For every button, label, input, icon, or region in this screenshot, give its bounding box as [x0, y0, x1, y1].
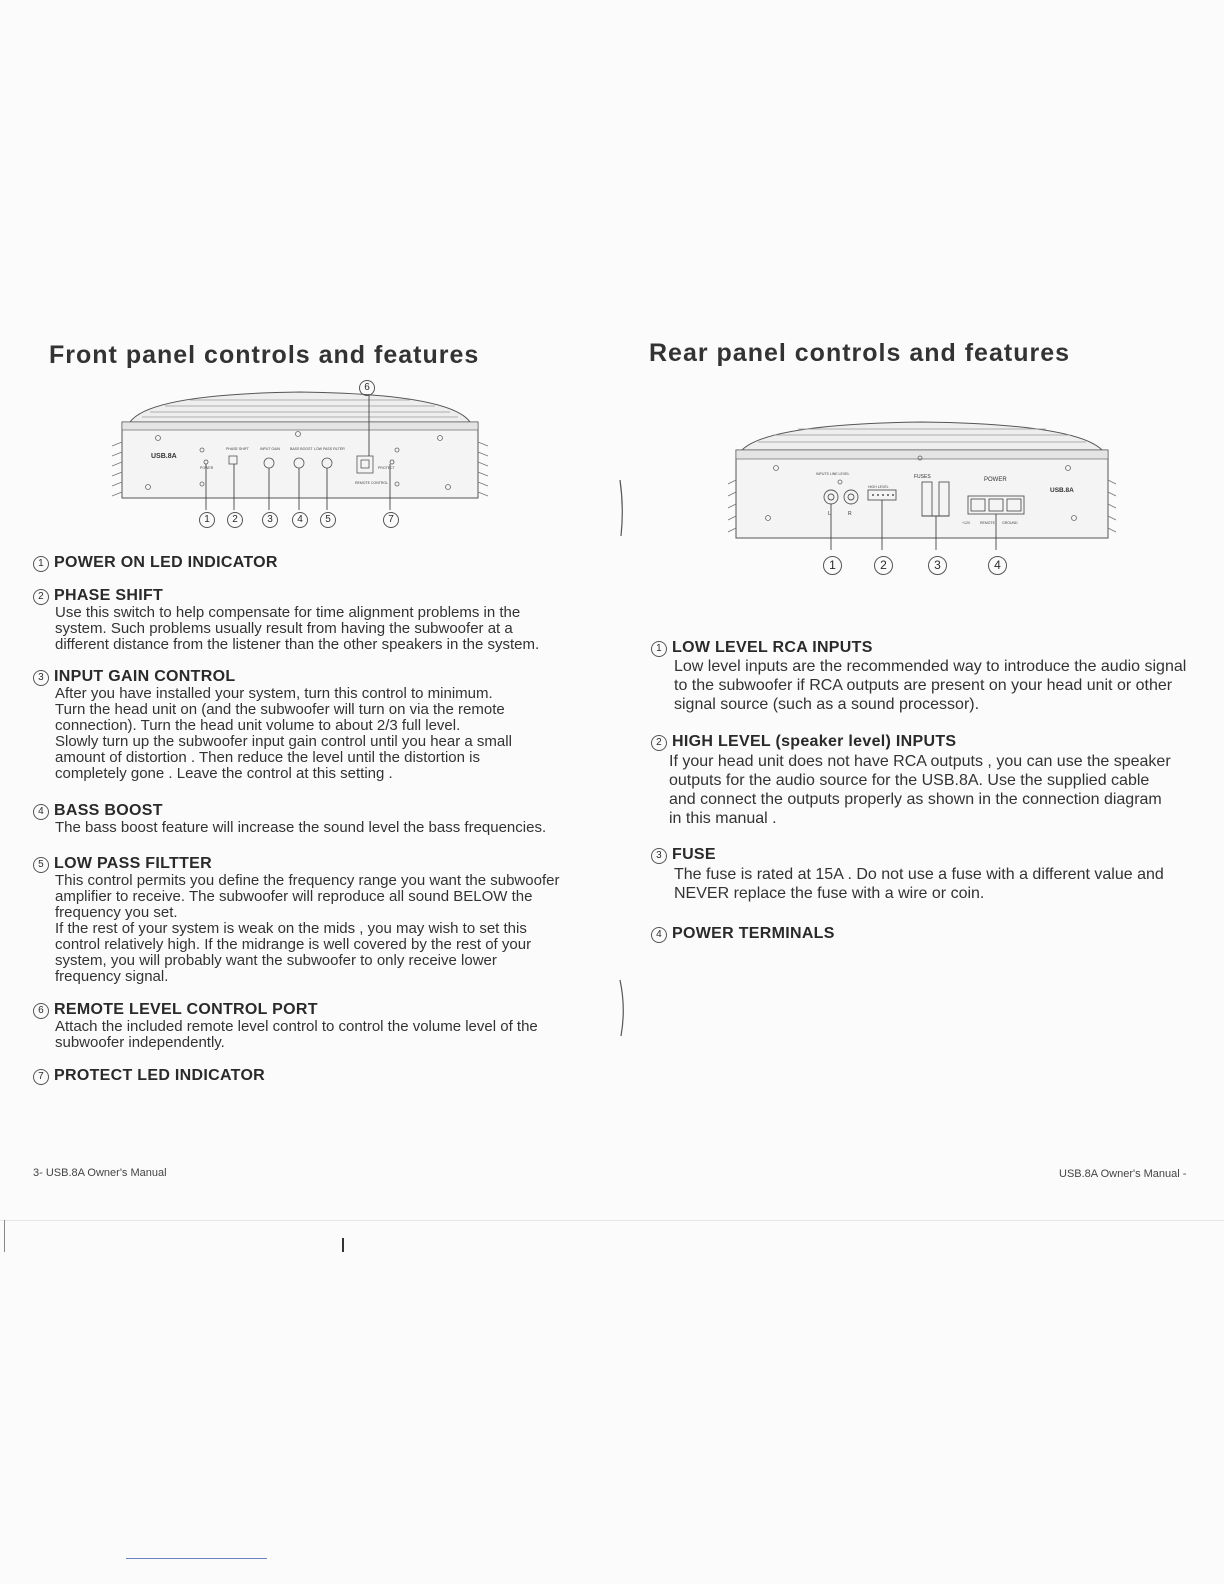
section-power-led: 1 POWER ON LED INDICATOR: [33, 554, 278, 572]
rear-panel-diagram: [728, 420, 1116, 550]
rear-callout-4: 4: [988, 556, 1012, 575]
scan-speck: [342, 1238, 344, 1252]
front-callout-3: 3: [262, 510, 283, 528]
remote-port-text: Attach the included remote level control to control the volume level of the subwoofer independently.: [55, 1018, 538, 1051]
front-callout-2: 2: [227, 510, 248, 528]
label-protect: PROTECT: [378, 466, 395, 470]
label-l: L: [828, 511, 831, 517]
label-fuses: FUSES: [914, 474, 931, 480]
right-page-footer: USB.8A Owner's Manual -: [1059, 1168, 1187, 1180]
section-fuse: 3 FUSE: [651, 846, 716, 864]
fuse-text: The fuse is rated at 15A . Do not use a fuse with a different value and NEVER replace the fuse with a wire or coin.: [674, 866, 1164, 902]
front-callout-6: 6: [359, 378, 380, 396]
label-inputs-line-level: INPUTS LINE LEVEL: [816, 472, 850, 476]
front-panel-diagram: [110, 372, 490, 532]
label-bass-boost: BASS BOOST: [290, 447, 313, 451]
section-high-level: 2 HIGH LEVEL (speaker level) INPUTS: [651, 733, 956, 751]
rear-panel-title: Rear panel controls and features: [649, 339, 1071, 367]
low-pass-text: This control permits you define the frequency range you want the subwoofer amplifier to receive. The subwoofer will reproduce all sound BELOW the frequency you set. If the rest of your system is weak on the mids , you may wish to set this control relatively high. If the midrange is well covered by the rest of your system, you will probably want the subwoofer to only receive lower frequency signal.: [55, 872, 560, 985]
scan-blue-line: [126, 1558, 267, 1559]
rear-callout-3: 3: [928, 556, 952, 575]
front-callout-1: 1: [199, 510, 220, 528]
front-callout-5: 5: [320, 510, 341, 528]
section-low-level-rca: 1 LOW LEVEL RCA INPUTS: [651, 639, 873, 657]
section-bass-boost: 4 BASS BOOST: [33, 802, 163, 820]
bass-boost-text: The bass boost feature will increase the sound level the bass frequencies.: [55, 819, 547, 836]
left-page-footer: 3- USB.8A Owner's Manual: [33, 1167, 167, 1179]
label-12v: +12V: [962, 521, 971, 525]
section-remote-port: 6 REMOTE LEVEL CONTROL PORT: [33, 1001, 318, 1019]
label-remote: REMOTE: [980, 521, 995, 525]
gutter-mark-top: [612, 478, 632, 540]
label-phase-shift: PHASE SHIFT: [226, 447, 249, 451]
gutter-mark-bottom: [612, 978, 632, 1040]
front-panel-title: Front panel controls and features: [49, 341, 480, 369]
section-phase-shift: 2 PHASE SHIFT: [33, 587, 163, 605]
label-ground: GROUND: [1002, 521, 1018, 525]
rear-callout-1: 1: [823, 556, 847, 575]
section-input-gain: 3 INPUT GAIN CONTROL: [33, 668, 235, 686]
front-brand-label: USB.8A: [151, 453, 177, 460]
section-low-pass: 5 LOW PASS FILTTER: [33, 855, 212, 873]
label-low-pass: LOW PASS FILTER: [314, 447, 345, 451]
phase-shift-text: Use this switch to help compensate for time alignment problems in the system. Such problems usually result from having the subwoofer at a different distance from the listener than the other speakers in the system.: [55, 604, 540, 653]
front-callout-4: 4: [292, 510, 313, 528]
scan-edge-line: [0, 1220, 1224, 1221]
input-gain-text: After you have installed your system, turn this control to minimum. Turn the head unit on (and the subwoofer will turn on via the remote connection). Turn the head unit volume to about 2/3 full level. Slowly turn up the subwoofer input gain control until you hear a small amount of distortion . Then reduce the level until the distortion is completely gone . Leave the control at this setting .: [55, 685, 512, 782]
rear-brand-label: USB.8A: [1050, 487, 1074, 494]
front-callout-7: 7: [383, 510, 404, 528]
label-high-level: HIGH LEVEL: [868, 485, 889, 489]
section-power-terminals: 4 POWER TERMINALS: [651, 925, 835, 943]
label-remote-control: REMOTE CONTROL: [355, 481, 389, 485]
label-r: R: [848, 511, 852, 517]
label-power: POWER: [200, 466, 214, 470]
section-protect-led: 7 PROTECT LED INDICATOR: [33, 1067, 265, 1085]
scan-edge-mark: [4, 1220, 5, 1252]
label-power-rear: POWER: [984, 477, 1007, 483]
high-level-text: If your head unit does not have RCA outputs , you can use the speaker outputs for the audio source for the USB.8A. Use the supplied cable and connect the outputs properly as shown in the connection diagram in this manual .: [669, 753, 1171, 827]
label-input-gain: INPUT GAIN: [260, 447, 280, 451]
low-level-rca-text: Low level inputs are the recommended way to introduce the audio signal to the subwoofer if RCA outputs are present on your head unit or other signal source (such as a sound processor).: [674, 658, 1187, 713]
rear-callout-2: 2: [874, 556, 898, 575]
